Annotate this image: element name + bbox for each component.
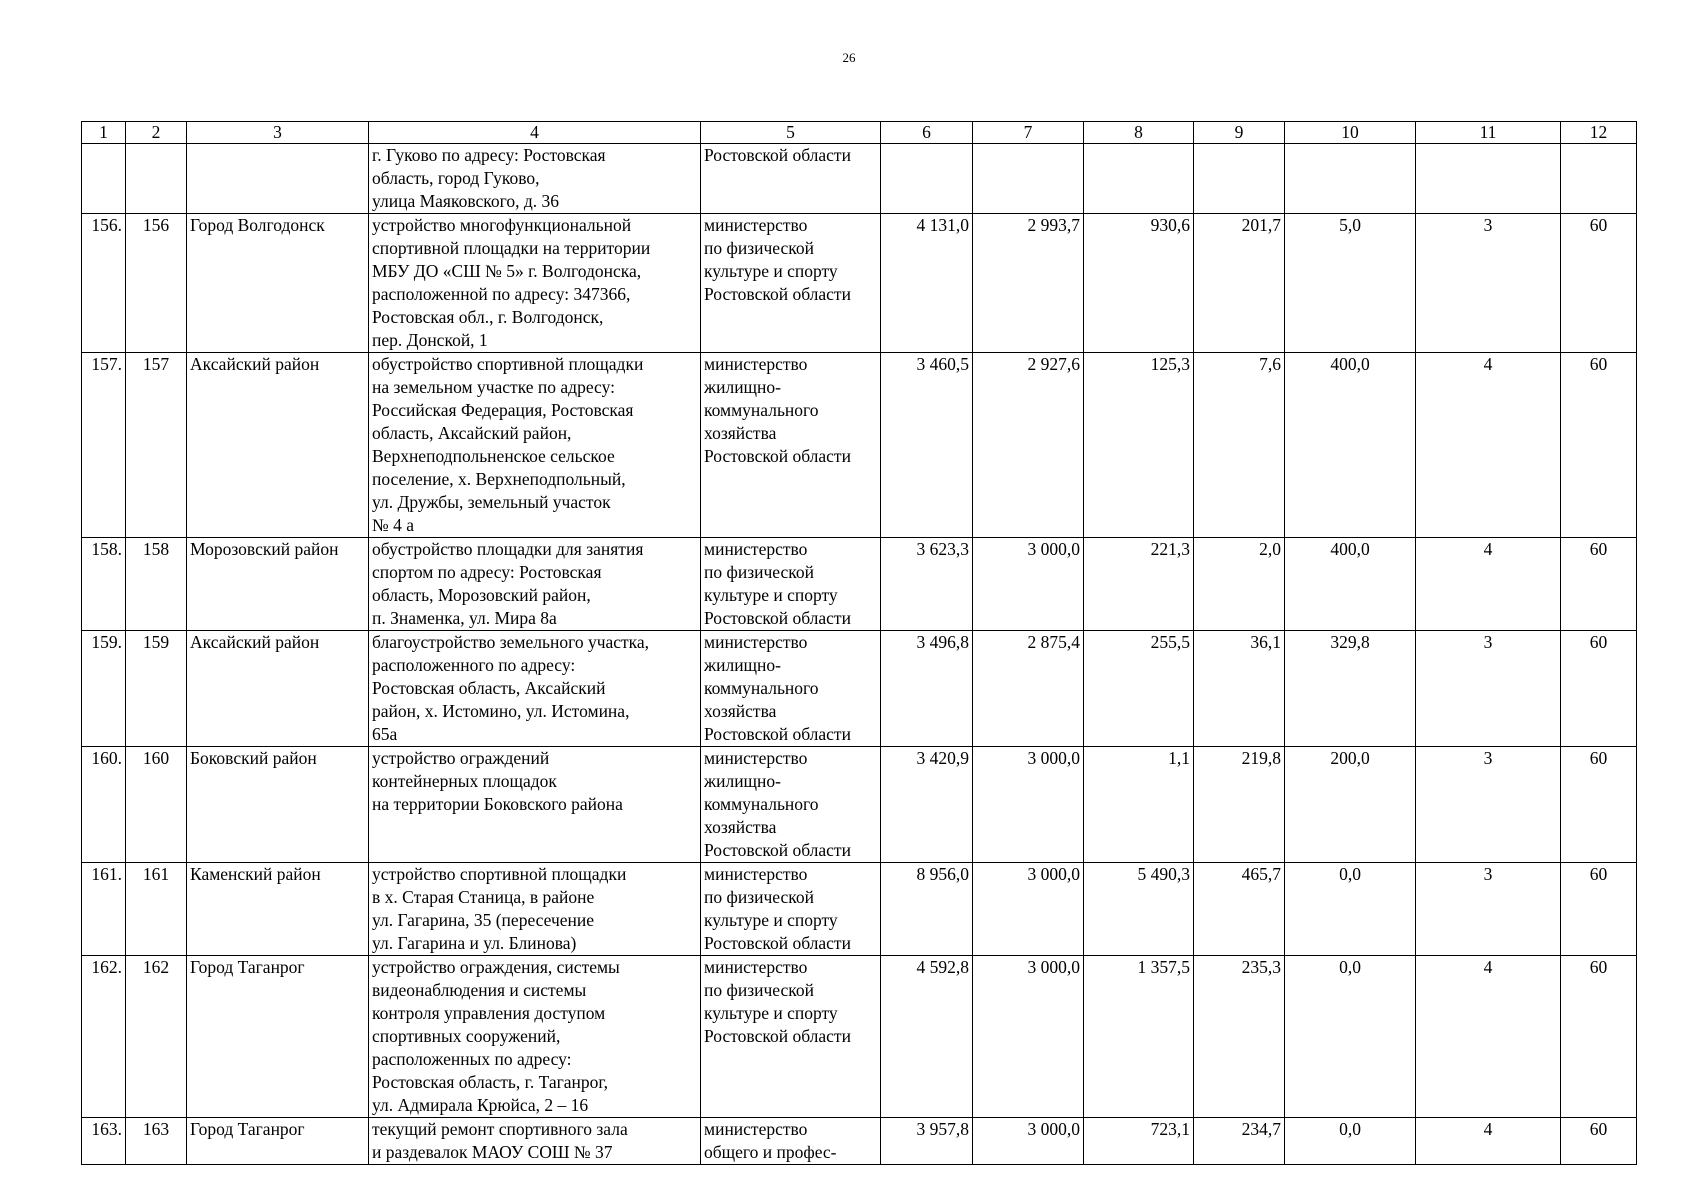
total-cost-cell: 4 131,0 xyxy=(881,214,973,353)
column-11-cell: 3 xyxy=(1416,214,1561,353)
column-11-cell: 3 xyxy=(1416,863,1561,956)
local-budget-cell: 930,6 xyxy=(1084,214,1194,353)
municipality-cell: Каменский район xyxy=(187,863,369,956)
column-number-header: 5 xyxy=(701,122,881,144)
local-budget-cell: 723,1 xyxy=(1084,1118,1194,1165)
table-body xyxy=(82,122,1637,1165)
total-cost-cell: 3 957,8 xyxy=(881,1118,973,1165)
population-contribution-cell: 234,7 xyxy=(1194,1118,1285,1165)
row-number-cell: 160. xyxy=(82,747,126,863)
population-contribution-cell: 7,6 xyxy=(1194,353,1285,538)
project-description-cell: устройство многофункциональной спортивной площадки на территории МБУ ДО «СШ № 5» г. Волгодонска, расположенной по адресу: 347366, Ростовская обл., г. Волгодонск, пер. Донской, 1 xyxy=(369,214,701,353)
row-number-cell: 159. xyxy=(82,631,126,747)
total-cost-cell: 8 956,0 xyxy=(881,863,973,956)
sponsor-contribution-cell xyxy=(1285,144,1416,214)
regional-budget-cell: 2 927,6 xyxy=(973,353,1084,538)
column-11-cell: 3 xyxy=(1416,747,1561,863)
column-11-cell: 4 xyxy=(1416,1118,1561,1165)
table-row xyxy=(82,863,1637,956)
column-12-cell: 60 xyxy=(1561,631,1637,747)
table-row xyxy=(82,214,1637,353)
municipality-cell: Город Таганрог xyxy=(187,1118,369,1165)
row-number-cell: 157. xyxy=(82,353,126,538)
population-contribution-cell: 465,7 xyxy=(1194,863,1285,956)
column-number-header: 1 xyxy=(82,122,126,144)
municipality-cell xyxy=(187,144,369,214)
local-budget-cell: 1 357,5 xyxy=(1084,956,1194,1118)
column-11-cell: 4 xyxy=(1416,956,1561,1118)
total-cost-cell xyxy=(881,144,973,214)
regional-budget-cell xyxy=(973,144,1084,214)
column-11-cell: 4 xyxy=(1416,353,1561,538)
sponsor-contribution-cell: 329,8 xyxy=(1285,631,1416,747)
row-number-cell: 156. xyxy=(82,214,126,353)
table-row xyxy=(82,144,1637,214)
page-number: 26 xyxy=(842,50,856,65)
column-number-header: 11 xyxy=(1416,122,1561,144)
item-id-cell: 158 xyxy=(126,538,187,631)
sponsor-contribution-cell: 200,0 xyxy=(1285,747,1416,863)
municipality-cell: Аксайский район xyxy=(187,353,369,538)
local-budget-cell: 1,1 xyxy=(1084,747,1194,863)
municipality-cell: Город Волгодонск xyxy=(187,214,369,353)
item-id-cell: 160 xyxy=(126,747,187,863)
total-cost-cell: 4 592,8 xyxy=(881,956,973,1118)
ministry-cell: министерство по физической культуре и спорту Ростовской области xyxy=(701,214,881,353)
sponsor-contribution-cell: 5,0 xyxy=(1285,214,1416,353)
item-id-cell: 159 xyxy=(126,631,187,747)
column-number-header: 4 xyxy=(369,122,701,144)
total-cost-cell: 3 623,3 xyxy=(881,538,973,631)
row-number-cell xyxy=(82,144,126,214)
column-11-cell xyxy=(1416,144,1561,214)
municipality-cell: Боковский район xyxy=(187,747,369,863)
ministry-cell: министерство по физической культуре и спорту Ростовской области xyxy=(701,538,881,631)
ministry-cell: министерство жилищно- коммунального хозяйства Ростовской области xyxy=(701,631,881,747)
regional-budget-cell: 2 993,7 xyxy=(973,214,1084,353)
item-id-cell: 156 xyxy=(126,214,187,353)
row-number-cell: 163. xyxy=(82,1118,126,1165)
column-number-header: 8 xyxy=(1084,122,1194,144)
regional-budget-cell: 3 000,0 xyxy=(973,863,1084,956)
column-11-cell: 3 xyxy=(1416,631,1561,747)
column-12-cell: 60 xyxy=(1561,214,1637,353)
table-row xyxy=(82,538,1637,631)
ministry-cell: министерство по физической культуре и спорту Ростовской области xyxy=(701,863,881,956)
sponsor-contribution-cell: 400,0 xyxy=(1285,353,1416,538)
municipality-cell: Морозовский район xyxy=(187,538,369,631)
table-row xyxy=(82,353,1637,538)
regional-budget-cell: 3 000,0 xyxy=(973,747,1084,863)
item-id-cell: 157 xyxy=(126,353,187,538)
ministry-cell: министерство по физической культуре и спорту Ростовской области xyxy=(701,956,881,1118)
project-description-cell: обустройство спортивной площадки на земельном участке по адресу: Российская Федерация, Ростовская область, Аксайский район, Верхнеподпольненское сельское поселение, х. Верхнеподпольный, ул. Дружбы, земельный участок № 4 а xyxy=(369,353,701,538)
column-12-cell: 60 xyxy=(1561,747,1637,863)
project-description-cell: обустройство площадки для занятия спортом по адресу: Ростовская область, Морозовский район, п. Знаменка, ул. Мира 8а xyxy=(369,538,701,631)
column-number-header: 3 xyxy=(187,122,369,144)
column-12-cell: 60 xyxy=(1561,538,1637,631)
ministry-cell: Ростовской области xyxy=(701,144,881,214)
column-number-header-row xyxy=(82,122,1637,144)
regional-budget-cell: 3 000,0 xyxy=(973,1118,1084,1165)
regional-budget-cell: 3 000,0 xyxy=(973,956,1084,1118)
project-description-cell: устройство спортивной площадки в х. Старая Станица, в районе ул. Гагарина, 35 (пересечение ул. Гагарина и ул. Блинова) xyxy=(369,863,701,956)
table-row xyxy=(82,747,1637,863)
item-id-cell: 161 xyxy=(126,863,187,956)
sponsor-contribution-cell: 0,0 xyxy=(1285,1118,1416,1165)
item-id-cell: 163 xyxy=(126,1118,187,1165)
row-number-cell: 162. xyxy=(82,956,126,1118)
sponsor-contribution-cell: 0,0 xyxy=(1285,863,1416,956)
population-contribution-cell: 219,8 xyxy=(1194,747,1285,863)
population-contribution-cell xyxy=(1194,144,1285,214)
column-number-header: 10 xyxy=(1285,122,1416,144)
row-number-cell: 161. xyxy=(82,863,126,956)
regional-budget-cell: 2 875,4 xyxy=(973,631,1084,747)
column-12-cell xyxy=(1561,144,1637,214)
sponsor-contribution-cell: 400,0 xyxy=(1285,538,1416,631)
row-number-cell: 158. xyxy=(82,538,126,631)
local-budget-cell xyxy=(1084,144,1194,214)
local-budget-cell: 221,3 xyxy=(1084,538,1194,631)
local-budget-cell: 125,3 xyxy=(1084,353,1194,538)
project-description-cell: устройство ограждения, системы видеонаблюдения и системы контроля управления доступом спортивных сооружений, расположенных по адресу: Ростовская область, г. Таганрог, ул. Адмирала Крюйса, 2 – 16 xyxy=(369,956,701,1118)
total-cost-cell: 3 420,9 xyxy=(881,747,973,863)
ministry-cell: министерство жилищно- коммунального хозяйства Ростовской области xyxy=(701,353,881,538)
column-12-cell: 60 xyxy=(1561,1118,1637,1165)
column-number-header: 9 xyxy=(1194,122,1285,144)
table-row xyxy=(82,631,1637,747)
table-row xyxy=(82,956,1637,1118)
project-description-cell: текущий ремонт спортивного зала и раздевалок МАОУ СОШ № 37 xyxy=(369,1118,701,1165)
population-contribution-cell: 235,3 xyxy=(1194,956,1285,1118)
local-budget-cell: 5 490,3 xyxy=(1084,863,1194,956)
item-id-cell: 162 xyxy=(126,956,187,1118)
item-id-cell xyxy=(126,144,187,214)
population-contribution-cell: 36,1 xyxy=(1194,631,1285,747)
column-number-header: 6 xyxy=(881,122,973,144)
ministry-cell: министерство жилищно- коммунального хозяйства Ростовской области xyxy=(701,747,881,863)
regional-budget-cell: 3 000,0 xyxy=(973,538,1084,631)
total-cost-cell: 3 460,5 xyxy=(881,353,973,538)
column-12-cell: 60 xyxy=(1561,863,1637,956)
project-description-cell: устройство ограждений контейнерных площадок на территории Боковского района xyxy=(369,747,701,863)
total-cost-cell: 3 496,8 xyxy=(881,631,973,747)
project-description-cell: благоустройство земельного участка, расположенного по адресу: Ростовская область, Аксайский район, х. Истомино, ул. Истомина, 65а xyxy=(369,631,701,747)
table-row xyxy=(82,1118,1637,1165)
municipality-cell: Аксайский район xyxy=(187,631,369,747)
sponsor-contribution-cell: 0,0 xyxy=(1285,956,1416,1118)
column-12-cell: 60 xyxy=(1561,353,1637,538)
column-number-header: 12 xyxy=(1561,122,1637,144)
population-contribution-cell: 201,7 xyxy=(1194,214,1285,353)
local-budget-cell: 255,5 xyxy=(1084,631,1194,747)
column-12-cell: 60 xyxy=(1561,956,1637,1118)
ministry-cell: министерство общего и профес- xyxy=(701,1118,881,1165)
column-number-header: 7 xyxy=(973,122,1084,144)
municipality-cell: Город Таганрог xyxy=(187,956,369,1118)
population-contribution-cell: 2,0 xyxy=(1194,538,1285,631)
data-table xyxy=(81,121,1637,1165)
column-number-header: 2 xyxy=(126,122,187,144)
column-11-cell: 4 xyxy=(1416,538,1561,631)
project-description-cell: г. Гуково по адресу: Ростовская область, город Гуково, улица Маяковского, д. 36 xyxy=(369,144,701,214)
